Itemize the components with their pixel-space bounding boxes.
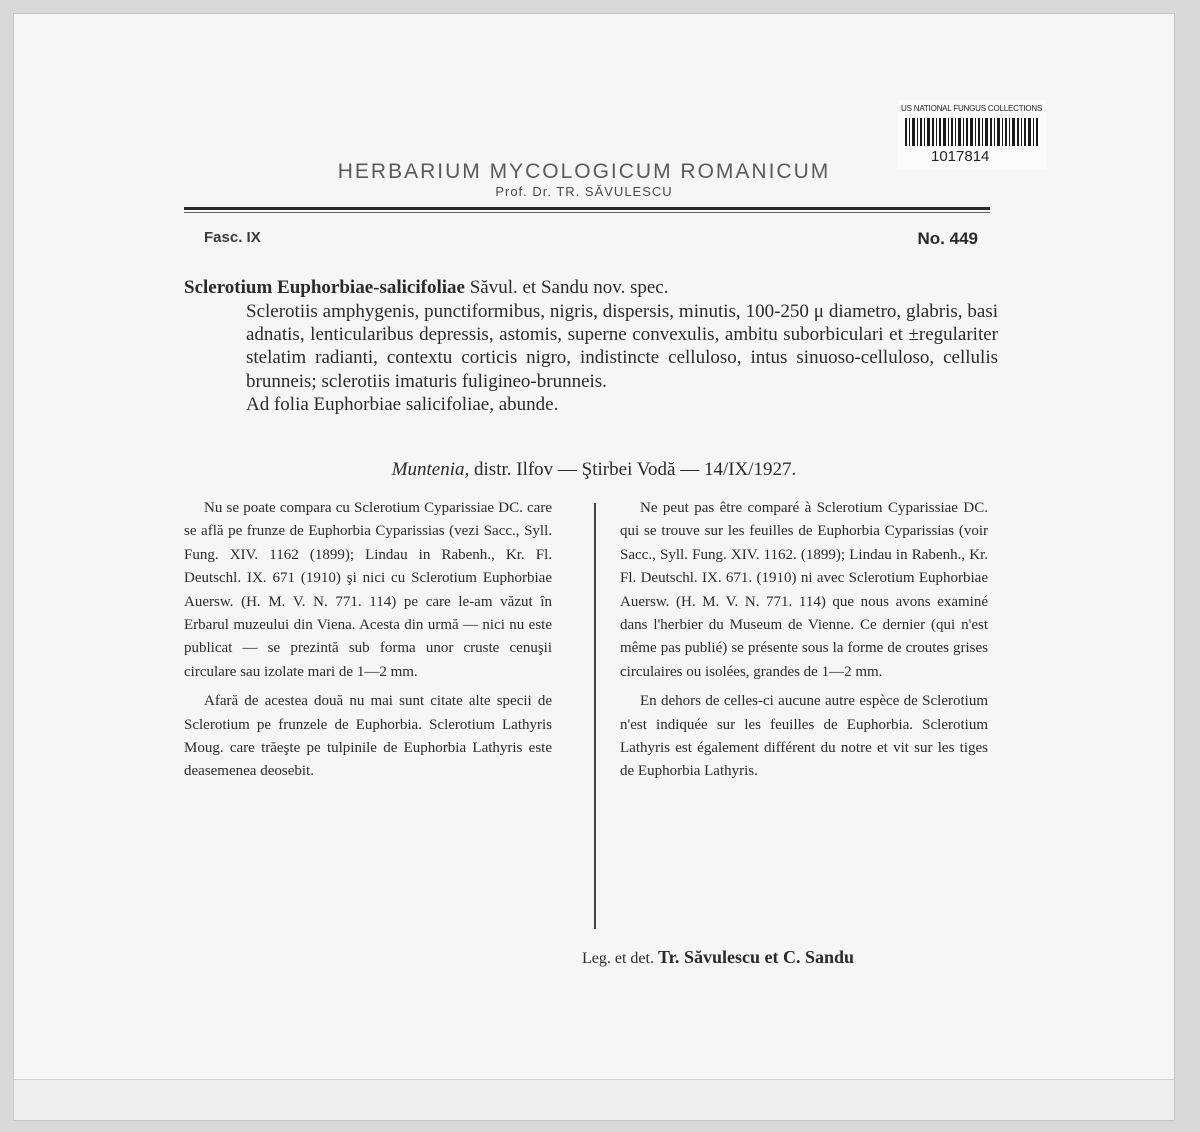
note-paragraph: En dehors de celles-ci aucune autre espèce de Sclerotium n'est indiquée sur les feuilles de Euphorbia. Sclerotium Lathyris est également différent du notre et vit sur les tiges de Euphorbia Lathyris. <box>620 693 988 780</box>
collector-prefix: Leg. et det. <box>582 950 654 967</box>
notes-romanian <box>184 497 552 790</box>
barcode-institution: US NATIONAL FUNGUS COLLECTIONS <box>901 104 1043 113</box>
herbarium-curator: Prof. Dr. TR. SĂVULESCU <box>495 184 673 199</box>
herbarium-title: HERBARIUM MYCOLOGICUM ROMANICUM <box>337 160 831 183</box>
specimen-number: No. 449 <box>917 229 978 248</box>
packet-bottom-flap <box>14 1079 1174 1120</box>
note-paragraph: Nu se poate compara cu Sclerotium Cyparissiae DC. care se află pe frunze de Euphorbia Cyparissias (vezi Sacc., Syll. Fung. XIV. 1162 (1899); Lindau in Rabenh., Kr. Fl. Deutschl. IX. 671 (1910) şi nici cu Sclerotium Euphorbiae Auersw. (H. M. V. N. 771. 114) pe care le-am văzut în Erbarul muzeului din Viena. Acesta din urmă — nici nu este publicat — se prezintă sub forma unor cruste cenuşii circulare sau izolate mari de 1—2 mm. <box>184 500 552 680</box>
header-rule <box>184 207 990 210</box>
locality-region: Muntenia, <box>391 459 470 480</box>
species-description: Sclerotiis amphygenis, punctiformibus, nigris, dispersis, minutis, 100-250 μ diametro, glabris, basi adnatis, lenticularibus depressis, astomis, superne convexulis, ambitu suborbiculari et ±regulariter stelatim radianti, contextu corticis nigro, indistincte celluloso, intus sinuoso-celluloso, cellulis brunneis; sclerotiis imaturis fuligineo-brunneis. <box>246 301 998 392</box>
species-heading <box>184 277 1004 299</box>
species-name: Sclerotium Euphorbiae-salicifoliae <box>184 277 465 298</box>
collector-line <box>582 947 854 968</box>
note-paragraph: Afară de acestea două nu mai sunt citate alte specii de Sclerotium pe frunzele de Euphorbia. Sclerotium Lathyris Moug. care trăeşte pe tulpinile de Euphorbia Lathyris este deasemenea deosebit. <box>184 693 552 780</box>
column-divider <box>594 503 596 929</box>
header-rule-thin <box>184 212 990 213</box>
species-description-block <box>246 300 998 416</box>
barcode-icon <box>905 118 1039 146</box>
note-paragraph: Ne peut pas être comparé à Sclerotium Cyparissiae DC. qui se trouve sur les feuilles de Euphorbia Cyparissias (voir Sacc., Syll. Fung. XIV. 1162. (1899); Lindau in Rabenh., Kr. Fl. Deutschl. IX. 671. (1910) ni avec Sclerotium Euphorbiae Auersw. (H. M. V. N. 771. 114) que nous avons examiné dans l'herbier du Museum de Vienne. Ce dernier (qui n'est même pas publié) se présente sous la forme de croutes grises circulaires ou isolées, grandes de 1—2 mm. <box>620 500 988 680</box>
collector-names: Tr. Săvulescu et C. Sandu <box>657 947 855 967</box>
barcode-number: 1017814 <box>931 148 990 165</box>
notes-french <box>620 497 988 790</box>
locality-details: distr. Ilfov — Ştirbei Vodă — 14/IX/1927. <box>474 459 797 480</box>
fascicle-label: Fasc. IX <box>204 229 261 246</box>
species-habitat: Ad folia Euphorbiae salicifoliae, abunde. <box>246 393 559 415</box>
locality-line <box>184 459 1004 481</box>
species-authority: Săvul. et Sandu nov. spec. <box>469 277 669 298</box>
